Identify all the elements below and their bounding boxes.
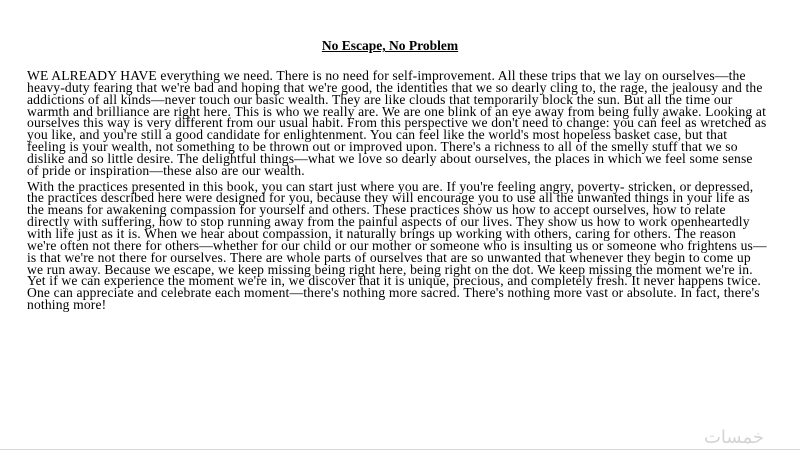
paragraph-1: WE ALREADY HAVE everything we need. There is no need for self-improvement. All these trips that we lay on ourselves—the heavy-duty fearing that we're bad and hoping that we're good, the identities that we so dearly cling to, the rage, the jealousy and the addictions of all kinds—never touch our basic wealth. They are like clouds that temporarily block the sun. But all the time our warmth and brilliance are right here. This is who we really are. We are one blink of an eye away from being fully awake. Looking at ourselves this way is very different from our usual habit. From this perspective we don't need to change: you can feel as wretched as you like, and you're still a good candidate for enlightenment. You can feel like the world's most hopeless basket case, but that feeling is your wealth, not something to be thrown out or improved upon. There's a richness to all of the smelly stuff that we so dislike and so little desire. The delightful things—what we love so dearly about ourselves, the places in which we feel some sense of pride or inspiration—these also are our wealth. — [27, 68, 767, 178]
bottom-divider — [0, 449, 800, 450]
watermark-logo: خمسات — [703, 427, 764, 448]
document-title: No Escape, No Problem — [321, 38, 459, 53]
paragraph-2: With the practices presented in this book, you can start just where you are. If you're feeling angry, poverty- stricken, or depressed, the practices described here were designed for you, because they will encourage you to use all the unwanted things in your life as the means for awakening compassion for yourself and others. These practices show us how to accept ourselves, how to relate directly with suffering, how to stop running away from the painful aspects of our lives. They show us how to work openheartedly with life just as it is. When we hear about compassion, it naturally brings up working with others, caring for others. The reason we're often not there for others—whether for our child or our mother or someone who is insulting us or someone who frightens us—is that we're not there for ourselves. There are whole parts of ourselves that are so unwanted that whenever they begin to come up we run away. Because we escape, we keep missing being right here, being right on the dot. We keep missing the moment we're in. Yet if we can experience the moment we're in, we discover that it is unique, precious, and completely fresh. It never happens twice. One can appreciate and celebrate each moment—there's nothing more sacred. There's nothing more vast or absolute. In fact, there's nothing more! — [27, 178, 767, 313]
document-body — [27, 70, 767, 315]
